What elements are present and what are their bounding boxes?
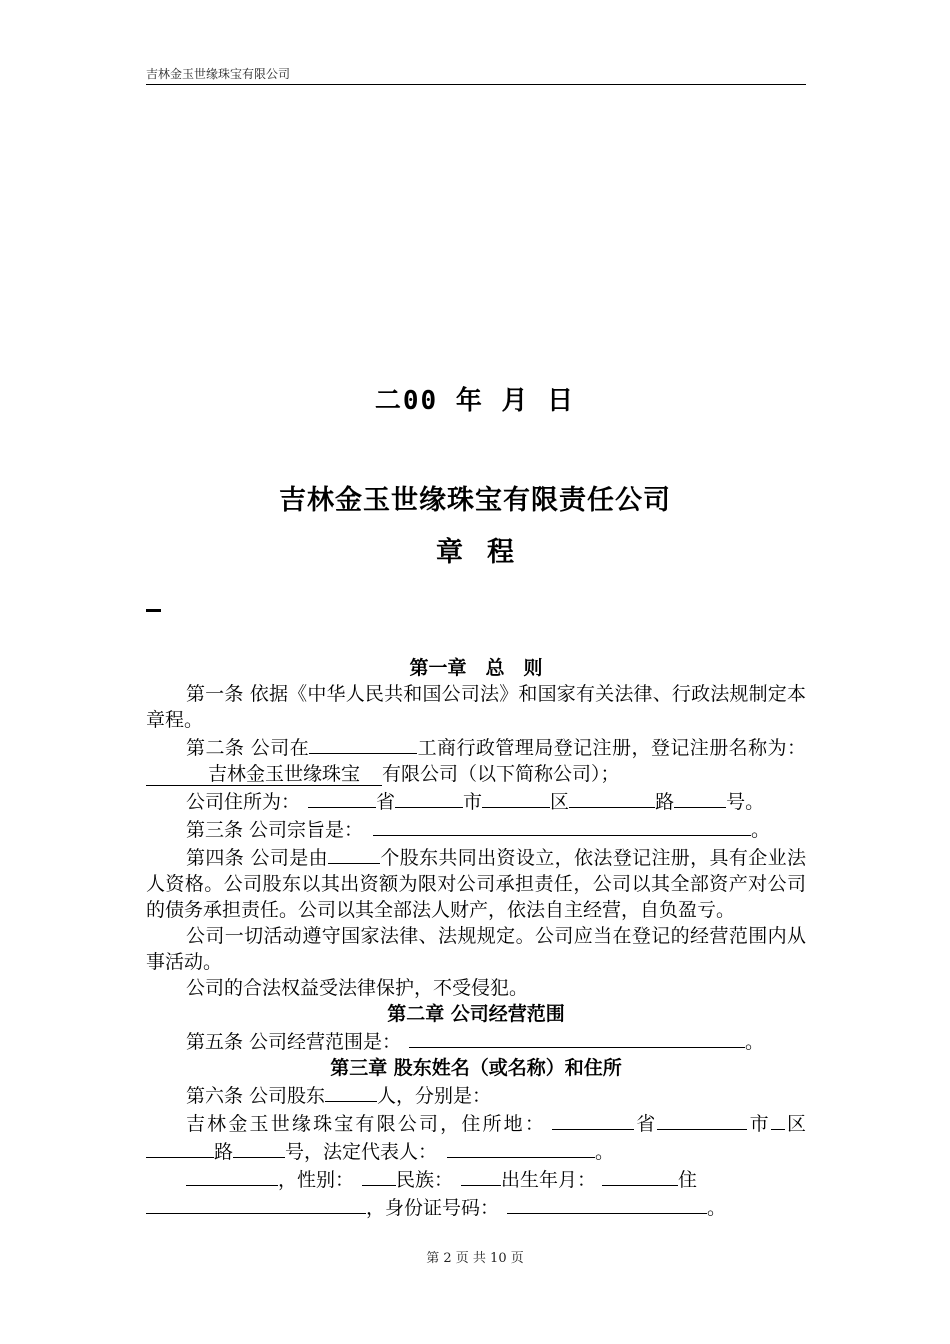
blank-field bbox=[409, 1027, 745, 1048]
blank-field bbox=[325, 1081, 377, 1102]
blank-field bbox=[233, 1137, 285, 1158]
blank-field bbox=[482, 787, 550, 808]
shareholder-entry: 吉林金玉世缘珠宝有限公司，住所地： 省 市 区路 号，法定代表人： 。 bbox=[146, 1109, 806, 1165]
rights-paragraph: 公司的合法权益受法律保护，不受侵犯。 bbox=[186, 977, 529, 999]
blank-field bbox=[771, 1109, 785, 1130]
person-entry: ，性别： 民族： 出生年月： 住 bbox=[146, 1165, 806, 1193]
blank-field bbox=[569, 787, 655, 808]
blank-field bbox=[674, 787, 726, 808]
blank-field bbox=[602, 1165, 678, 1186]
chapter-1-heading: 第一章 总 则 bbox=[409, 657, 543, 679]
date-line: 二00 年 月 日 bbox=[374, 386, 576, 416]
page-header bbox=[146, 64, 806, 85]
article-6: 第六条 公司股东 人，分别是： bbox=[146, 1081, 806, 1109]
company-address: 公司住所为： 省 市 区 路 号。 bbox=[146, 787, 806, 815]
blank-field bbox=[186, 1165, 278, 1186]
blank-field bbox=[373, 815, 751, 836]
blank-field bbox=[461, 1165, 501, 1186]
document-title: 章程 bbox=[436, 537, 538, 568]
page-footer: 第 2 页 共 10 页 bbox=[426, 1251, 524, 1266]
blank-field bbox=[507, 1193, 707, 1214]
blank-field bbox=[447, 1137, 595, 1158]
blank-field bbox=[395, 787, 463, 808]
blank-field bbox=[309, 733, 417, 754]
blank-field bbox=[362, 1165, 396, 1186]
article-4: 第四条 公司是由 个股东共同出资设立，依法登记注册，具有企业法人资格。公司股东以其出资额为限对公司承担责任，公司以其全部资产对公司的债务承担责任。公司以其全部法人财产，依法自主经营，自负盈亏。 bbox=[146, 843, 806, 923]
chapter-3-heading: 第三章 股东姓名（或名称）和住所 bbox=[330, 1057, 622, 1079]
article-2: 第二条 公司在 工商行政管理局登记注册，登记注册名称为：吉林金玉世缘珠宝 有限公司（以下简称公司）； bbox=[146, 733, 806, 787]
registered-name: 吉林金玉世缘珠宝 bbox=[146, 763, 382, 786]
blank-field bbox=[146, 1137, 214, 1158]
blank-field bbox=[328, 843, 380, 864]
chapter-2-heading: 第二章 公司经营范围 bbox=[387, 1003, 565, 1025]
person-entry-cont: ，身份证号码： 。 bbox=[146, 1193, 806, 1221]
company-title: 吉林金玉世缘珠宝有限责任公司 bbox=[279, 485, 671, 516]
blank-field bbox=[146, 1193, 366, 1214]
article-5: 第五条 公司经营范围是： 。 bbox=[146, 1027, 806, 1055]
dash-mark bbox=[146, 609, 161, 612]
blank-field bbox=[308, 787, 376, 808]
header-company: 吉林金玉世缘珠宝有限公司 bbox=[146, 67, 291, 81]
blank-field bbox=[552, 1109, 634, 1130]
article-1: 第一条 依据《中华人民共和国公司法》和国家有关法律、行政法规制定本章程。 bbox=[146, 683, 806, 731]
blank-field bbox=[657, 1109, 747, 1130]
article-3: 第三条 公司宗旨是： 。 bbox=[146, 815, 806, 843]
document-body bbox=[146, 655, 806, 1221]
law-paragraph: 公司一切活动遵守国家法律、法规规定。公司应当在登记的经营范围内从事活动。 bbox=[146, 925, 806, 973]
